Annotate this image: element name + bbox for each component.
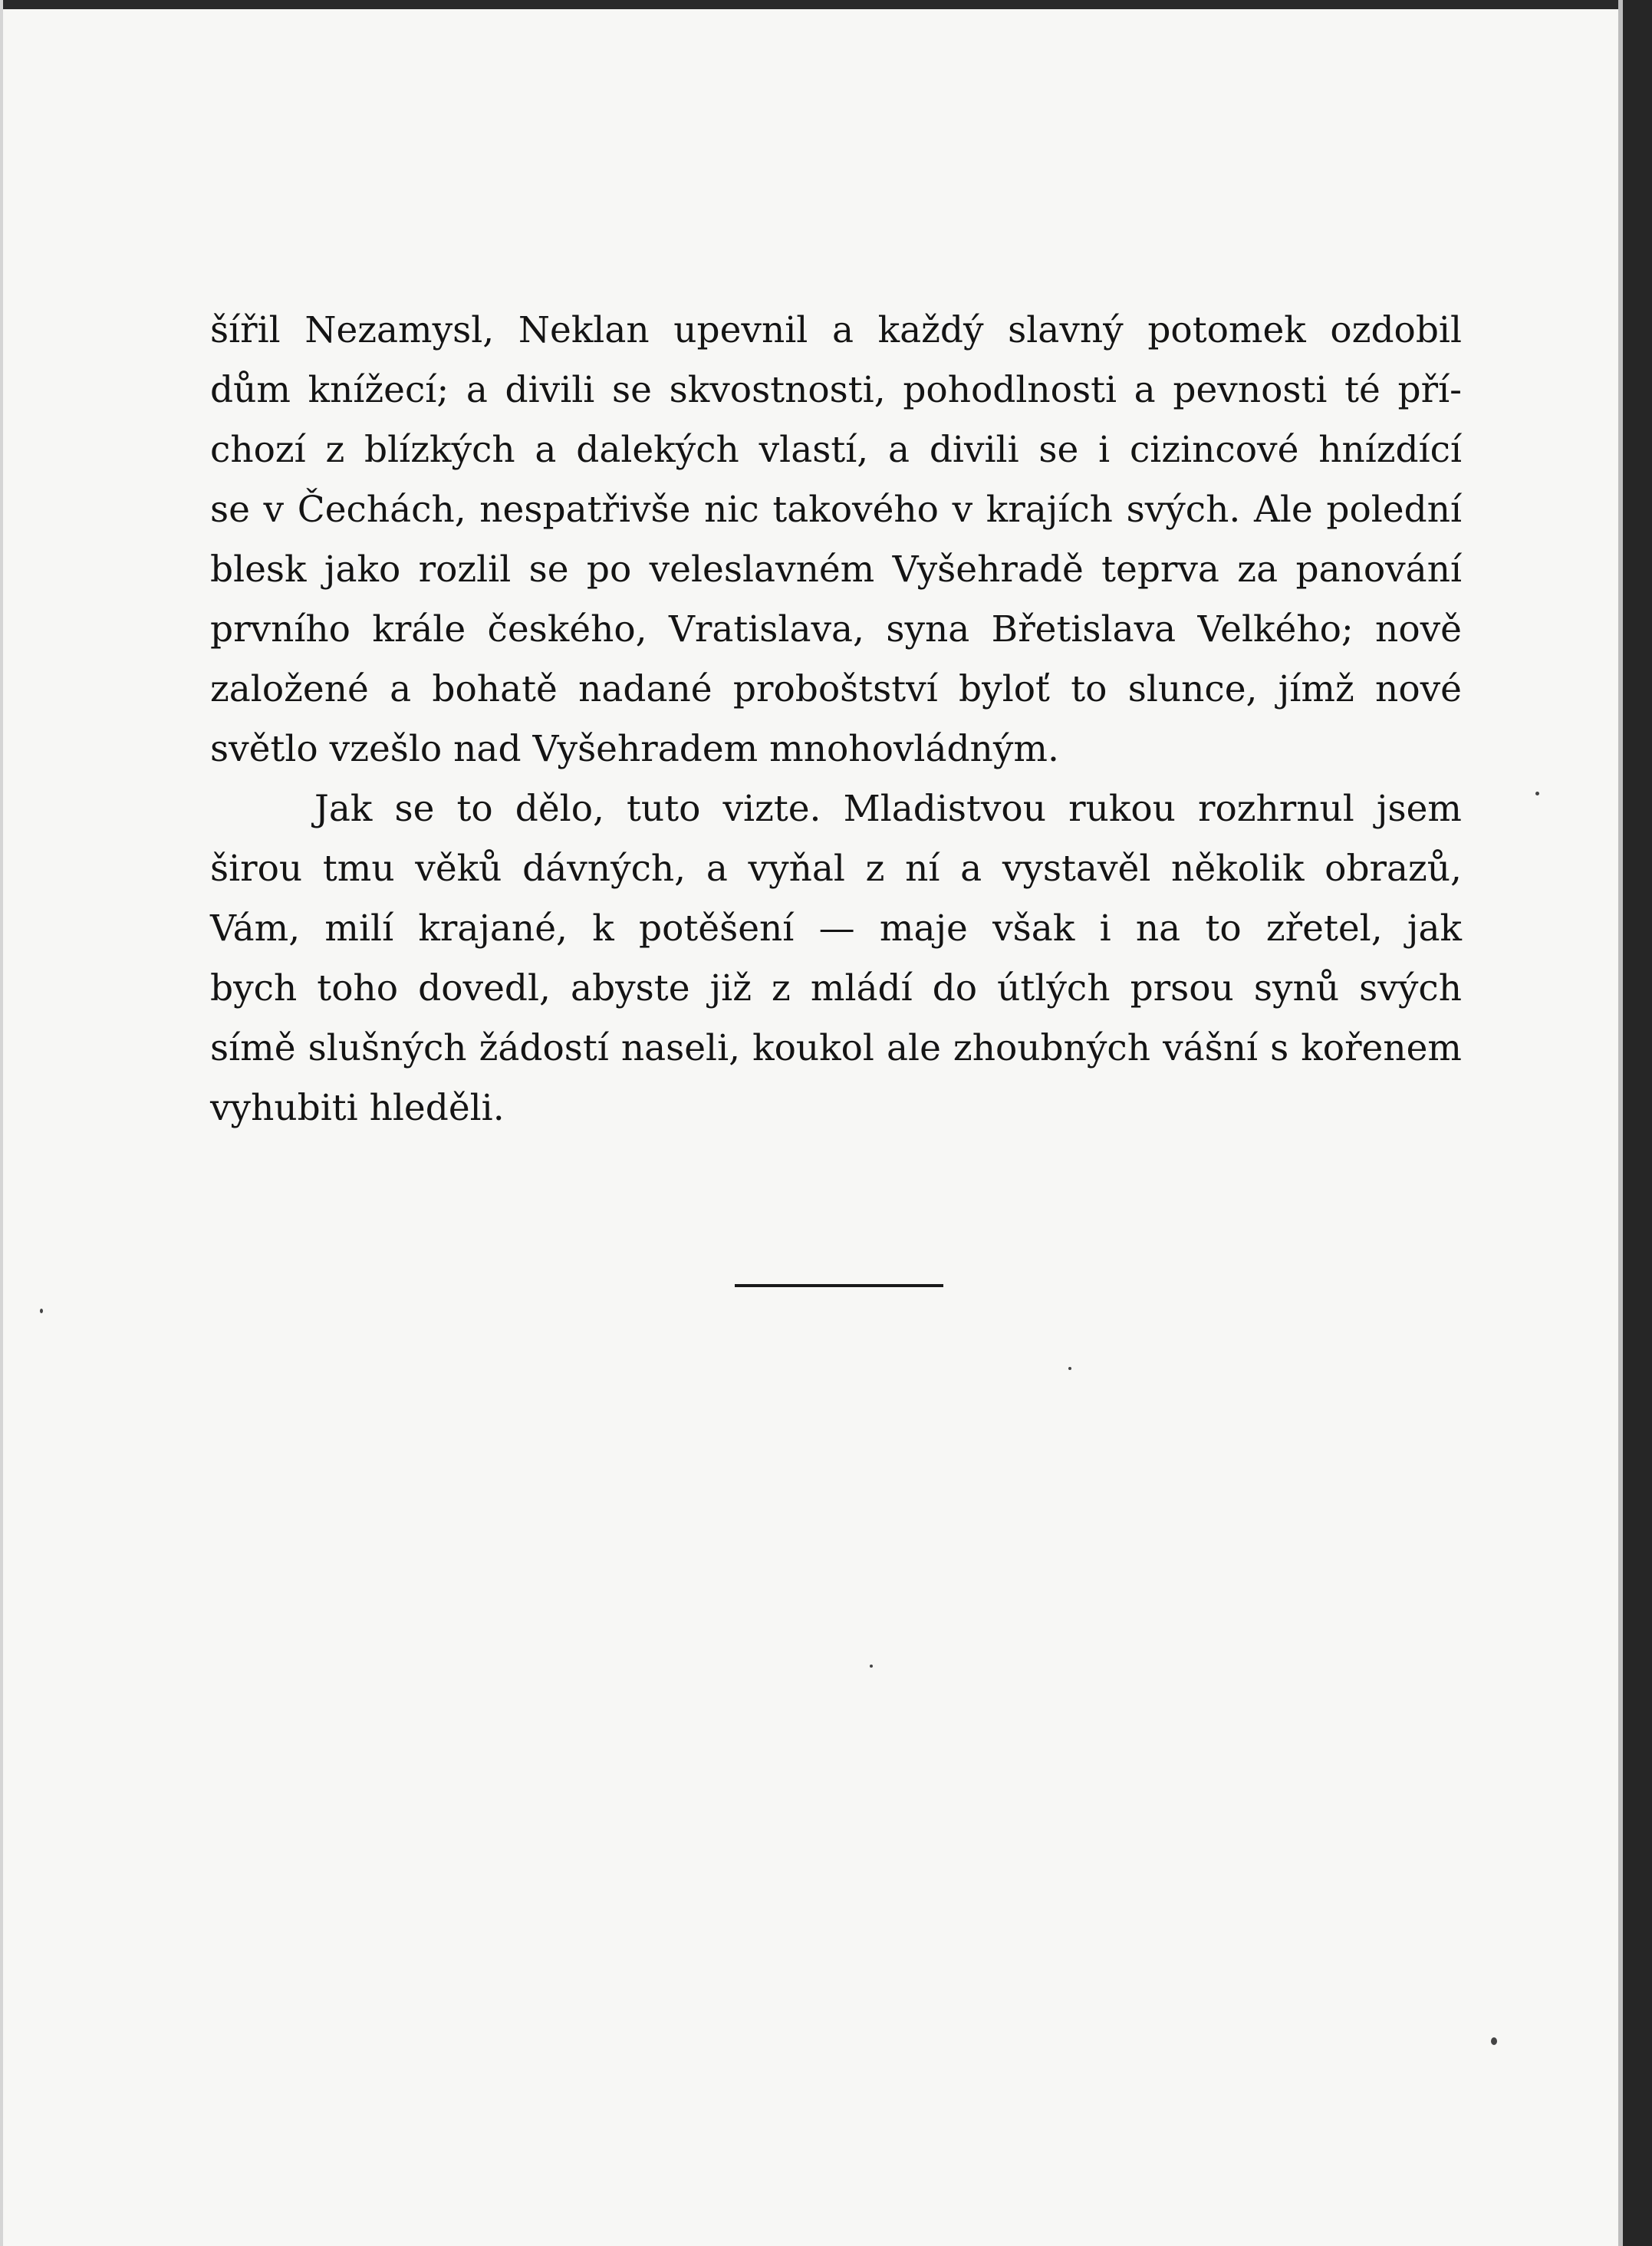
text-line: chozí z blízkých a dalekých vlastí, a divili se i cizincové hnízdící [210, 429, 1462, 471]
section-end-rule [735, 1284, 943, 1287]
paragraph-2 [210, 779, 1462, 1138]
text-line: šířil Nezamysl, Neklan upevnil a každý slavný potomek ozdobil [210, 309, 1462, 351]
paragraph-1 [210, 301, 1462, 779]
text-line: dům knížecí; a divili se skvostnosti, pohodlnosti a pevnosti té pří- [210, 369, 1462, 411]
text-line: širou tmu věků dávných, a vyňal z ní a vystavěl několik obrazů, [210, 848, 1462, 890]
text-line: Vám, milí krajané, k potěšení — maje však i na to zřetel, jak [210, 907, 1462, 950]
text-line: se v Čechách, nespatřivše nic takového v krajích svých. Ale polední [210, 489, 1462, 531]
scan-top-edge [0, 0, 1652, 9]
scan-speck [1068, 1367, 1071, 1370]
text-line: símě slušných žádostí naseli, koukol ale zhoubných vášní s kořenem [210, 1027, 1462, 1069]
text-line: Jak se to dělo, tuto vizte. Mladistvou rukou rozhrnul jsem [314, 788, 1462, 830]
scan-speck [1535, 792, 1539, 795]
scan-speck [40, 1309, 43, 1313]
scan-left-edge [0, 0, 3, 2246]
scan-speck [1491, 2037, 1497, 2045]
text-line: bych toho dovedl, abyste již z mládí do útlých prsou synů svých [210, 967, 1462, 1009]
body-text [210, 301, 1462, 1138]
scan-speck [870, 1665, 873, 1668]
text-line: založené a bohatě nadané proboštství byloť to slunce, jímž nové [210, 668, 1462, 710]
text-line: prvního krále českého, Vratislava, syna Břetislava Velkého; nově [210, 608, 1462, 650]
text-line: světlo vzešlo nad Vyšehradem mnohovládným. [210, 728, 1059, 770]
text-line: blesk jako rozlil se po veleslavném Vyšehradě teprva za panování [210, 548, 1462, 591]
scan-right-edge [1623, 0, 1652, 2246]
text-line: vyhubiti hleděli. [210, 1087, 505, 1129]
